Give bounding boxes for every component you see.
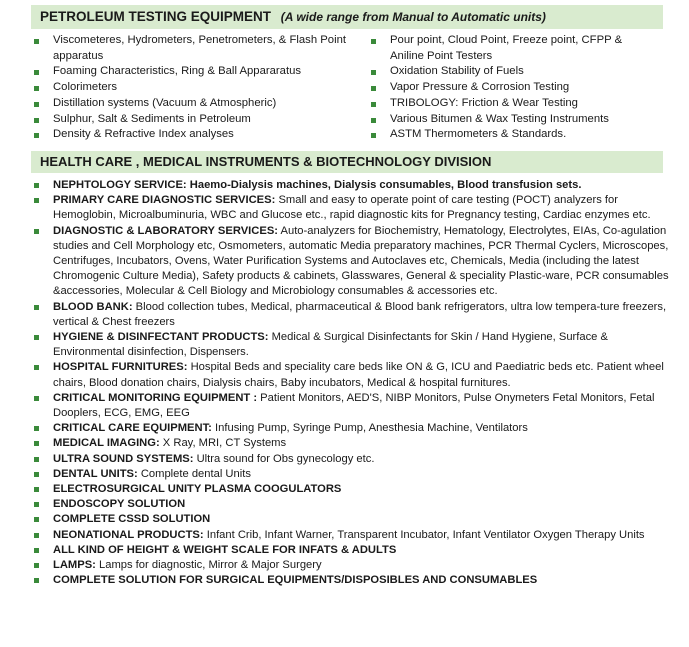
petroleum-subtitle: (A wide range from Manual to Automatic units)	[280, 10, 546, 24]
health-item-heading: CRITICAL CARE EQUIPMENT:	[53, 422, 212, 435]
petroleum-list-item	[31, 96, 346, 112]
health-list-item	[31, 360, 681, 390]
health-item-heading: HYGIENE & DISINFECTANT PRODUCTS:	[53, 331, 269, 344]
bullet-icon	[34, 70, 39, 75]
bullet-icon	[371, 70, 376, 75]
health-list	[31, 178, 681, 588]
bullet-icon	[34, 578, 39, 583]
petroleum-list-item	[31, 112, 346, 128]
health-list-item	[31, 543, 681, 558]
petroleum-item-text: TRIBOLOGY: Friction & Wear Testing	[390, 96, 578, 109]
petroleum-title: PETROLEUM TESTING EQUIPMENT	[40, 9, 272, 24]
health-item-heading: ELECTROSURGICAL UNITY PLASMA COOGULATORS	[53, 483, 342, 496]
health-item-heading: CRITICAL MONITORING EQUIPMENT :	[53, 391, 258, 404]
health-list-item	[31, 482, 681, 497]
petroleum-item-text: Various Bitumen & Wax Testing Instruments	[390, 112, 609, 125]
health-item-heading: BLOOD BANK:	[53, 300, 133, 313]
petroleum-section-header	[31, 5, 663, 29]
health-item-text: Auto-analyzers for Biochemistry, Hematology, Electrolytes, EIAs, Co-agulation studies and Cell Morphology etc, Osmometers, automatic Media preparatory machines, PCR Thermal Cyclers, Microscopes, Centrifuges, Incubators, Ovens, Water Purification Systems and Autoclaves etc, Chemicals, Media (including the latest Chromogenic Culture Media), Safety products & cabinets, Glasswares, General & speciality Plastic-ware, PCR consumables &accessories, Molecular & Cell Biology and Microbiology consumables & accessories etc.	[53, 224, 669, 298]
petroleum-list-item	[368, 64, 622, 80]
health-section-header	[31, 151, 663, 173]
health-list-item	[31, 497, 681, 512]
petroleum-list-item	[31, 33, 346, 49]
bullet-icon	[34, 517, 39, 522]
bullet-icon	[371, 118, 376, 123]
health-list-item	[31, 467, 681, 482]
bullet-icon	[34, 533, 39, 538]
bullet-icon	[34, 39, 39, 44]
health-list-item	[31, 300, 681, 330]
health-item-heading: NEPHTOLOGY SERVICE: Haemo-Dialysis machines, Dialysis consumables, Blood transfusion sets.	[53, 179, 582, 191]
bullet-icon	[371, 39, 376, 44]
health-list-item	[31, 178, 681, 193]
health-item-text: Infant Crib, Infant Warner, Transparent Incubator, Infant Ventilator Oxygen Therapy Units	[203, 528, 645, 541]
health-list-item	[31, 421, 681, 436]
bullet-icon	[34, 548, 39, 553]
bullet-icon	[34, 441, 39, 446]
bullet-icon	[34, 563, 39, 568]
bullet-icon	[34, 183, 39, 188]
health-item-text: X Ray, MRI, CT Systems	[159, 437, 287, 450]
bullet-icon	[34, 472, 39, 477]
bullet-icon	[34, 335, 39, 340]
bullet-icon	[34, 305, 39, 310]
petroleum-item-text: Vapor Pressure & Corrosion Testing	[390, 81, 570, 94]
health-list-item	[31, 224, 681, 300]
bullet-icon	[34, 118, 39, 123]
health-item-heading: ENDOSCOPY SOLUTION	[53, 498, 186, 511]
health-item-heading: PRIMARY CARE DIAGNOSTIC SERVICES:	[53, 194, 276, 207]
petroleum-list-item	[368, 33, 622, 49]
petroleum-list-item	[368, 112, 622, 128]
health-item-heading: COMPLETE CSSD SOLUTION	[53, 513, 211, 526]
bullet-icon	[34, 133, 39, 138]
bullet-icon	[371, 133, 376, 138]
bullet-icon	[34, 229, 39, 234]
health-item-text: Lamps for diagnostic, Mirror & Major Surgery	[95, 559, 322, 572]
health-item-heading: ALL KIND OF HEIGHT & WEIGHT SCALE FOR INFATS & ADULTS	[53, 543, 397, 556]
health-list-item	[31, 528, 681, 543]
petroleum-item-text: Aniline Point Testers	[390, 49, 493, 62]
health-item-text: Small and easy to operate point of care testing (POCT) analyzers for Hemoglobin, Microalbuminuria, WBC and Glucose etc., rapid diagnostic kits for Pregnancy testing, Cardiac enzymes etc.	[53, 194, 651, 222]
health-item-text: Patient Monitors, AED'S, NIBP Monitors, Pulse Onymeters Fetal Monitors, Fetal Dooplers, ECG, EMG, EEG	[53, 391, 655, 420]
petroleum-item-text: Viscometeres, Hydrometers, Penetrometers, & Flash Point	[53, 34, 346, 46]
health-list-item	[31, 391, 681, 421]
health-item-text: Hospital Beds and speciality care beds like ON & G, ICU and Paediatric beds etc. Patient wheel chairs, Blood donation chairs, Dialysis chairs, Baby incubators, Medical & hospital furnitures.	[53, 361, 664, 389]
petroleum-list-item	[368, 49, 622, 65]
health-item-heading: HOSPITAL FURNITURES:	[53, 361, 188, 374]
bullet-icon	[34, 487, 39, 492]
bullet-icon	[371, 86, 376, 91]
health-item-text: Complete dental Units	[137, 467, 251, 480]
health-list-item	[31, 193, 681, 223]
bullet-icon	[371, 102, 376, 107]
health-item-heading: DENTAL UNITS:	[53, 467, 138, 480]
bullet-icon	[34, 457, 39, 462]
petroleum-item-text: ASTM Thermometers & Standards.	[390, 128, 567, 141]
health-list-item	[31, 573, 681, 588]
petroleum-list-item	[368, 96, 622, 112]
petroleum-item-text: Foaming Characteristics, Ring & Ball Appararatus	[53, 65, 302, 78]
health-list-item	[31, 330, 681, 360]
health-title: HEALTH CARE , MEDICAL INSTRUMENTS & BIOTECHNOLOGY DIVISION	[40, 154, 492, 169]
health-item-heading: NEONATIONAL PRODUCTS:	[53, 528, 204, 541]
bullet-icon	[34, 365, 39, 370]
bullet-icon	[34, 426, 39, 431]
petroleum-list-item	[368, 127, 622, 143]
petroleum-item-text: Density & Refractive Index analyses	[53, 128, 234, 141]
health-item-heading: LAMPS:	[53, 559, 96, 572]
health-list-item	[31, 452, 681, 467]
petroleum-list-item	[31, 49, 346, 65]
petroleum-list-right	[368, 33, 622, 143]
health-item-heading: COMPLETE SOLUTION FOR SURGICAL EQUIPMENTS/DISPOSIBLES AND CONSUMABLES	[53, 574, 538, 587]
petroleum-list-item	[31, 80, 346, 96]
health-list-item	[31, 512, 681, 527]
petroleum-list-item	[31, 64, 346, 80]
health-item-heading: MEDICAL IMAGING:	[53, 437, 160, 450]
petroleum-list-left	[31, 33, 346, 143]
health-item-text: Medical & Surgical Disinfectants for Skin / Hand Hygiene, Surface & Environmental disinfection, Dispensers.	[53, 331, 608, 359]
health-list-item	[31, 436, 681, 451]
health-item-heading: DIAGNOSTIC & LABORATORY SERVICES:	[53, 224, 279, 237]
health-item-heading: ULTRA SOUND SYSTEMS:	[53, 452, 194, 465]
petroleum-item-text: Pour point, Cloud Point, Freeze point, CFPP &	[390, 34, 623, 46]
petroleum-list-item	[31, 127, 346, 143]
health-item-text: Ultra sound for Obs gynecology etc.	[193, 452, 375, 465]
petroleum-item-text: Distillation systems (Vacuum & Atmospheric)	[53, 96, 277, 109]
petroleum-list-item	[368, 80, 622, 96]
bullet-icon	[34, 198, 39, 203]
health-item-text: Infusing Pump, Syringe Pump, Anesthesia Machine, Ventilators	[211, 422, 528, 435]
bullet-icon	[34, 86, 39, 91]
petroleum-item-text: Oxidation Stability of Fuels	[390, 65, 524, 78]
petroleum-item-text: Sulphur, Salt & Sediments in Petroleum	[53, 112, 251, 125]
petroleum-item-text: apparatus	[53, 49, 104, 62]
health-item-text: Blood collection tubes, Medical, pharmaceutical & Blood bank refrigerators, ultra low tempera-ture freezers, vertical & Chest freezers	[53, 300, 667, 328]
health-list-item	[31, 558, 681, 573]
bullet-icon	[34, 396, 39, 401]
bullet-icon	[34, 102, 39, 107]
petroleum-item-text: Colorimeters	[53, 81, 118, 94]
bullet-icon	[34, 502, 39, 507]
